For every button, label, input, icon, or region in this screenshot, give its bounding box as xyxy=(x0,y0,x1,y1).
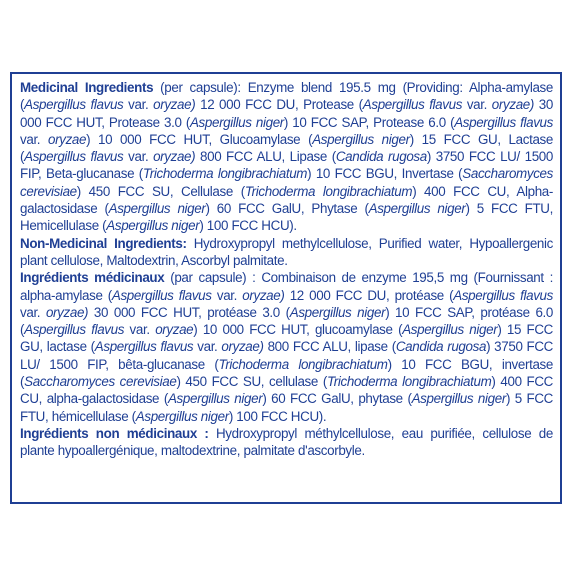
medicinal-ingredients-heading: Medicinal Ingredients xyxy=(20,80,154,95)
species-name: Trichoderma longibrachiatum xyxy=(218,356,388,372)
ingredient-text-run: ) 450 FCC SU, cellulase ( xyxy=(176,374,327,390)
species-name: oryzae xyxy=(48,131,87,147)
species-name: Aspergillus niger xyxy=(167,391,263,407)
ingredient-text-run: var. xyxy=(462,97,492,113)
species-name: Aspergillus flavus xyxy=(453,287,553,303)
species-name: Aspergillus niger xyxy=(135,408,229,424)
ingredient-text-run: ) 3750 FCC LU/ 1500 FIP, Beta-glucanase ( xyxy=(20,149,553,182)
non-medicinal-ingredients-heading: Non-Medicinal Ingredients: xyxy=(20,235,187,251)
species-name: Aspergillus niger xyxy=(312,131,410,147)
ingredient-text-run: ) 10 000 FCC HUT, glucoamylase ( xyxy=(193,322,403,338)
species-name: oryzae xyxy=(155,322,194,338)
species-name: Aspergillus niger xyxy=(289,304,386,320)
ingredient-text-run: ) 400 FCC CU, alpha-galactosidase ( xyxy=(20,374,553,407)
species-name: Aspergillus niger xyxy=(108,201,206,217)
ingredient-text-run: ) 60 FCC GalU, Phytase ( xyxy=(205,201,369,217)
ingredient-text-run: 30 000 FCC HUT, protéase 3.0 ( xyxy=(88,304,290,320)
medicinal-ingredients-fr-heading: Ingrédients médicinaux xyxy=(20,270,165,286)
ingredient-text-run: ) 10 FCC BGU, invertase ( xyxy=(20,356,553,390)
species-name: Trichoderma longibrachiatum xyxy=(326,374,492,390)
non-medicinal-ingredients-fr-paragraph xyxy=(20,425,553,460)
ingredient-text-run: ) 400 FCC CU, Alpha-galactosidase ( xyxy=(20,183,554,217)
ingredient-text-run: 30 000 FCC HUT, Protease 3.0 ( xyxy=(20,97,553,130)
ingredient-text-run: ) 3750 FCC LU/ 1500 FIP, bêta-glucanase ( xyxy=(20,339,553,372)
ingredients-label-panel xyxy=(10,72,562,504)
non-medicinal-ingredients-fr-text: Hydroxypropyl méthylcellulose, eau purifiée, cellulose de plante hypoallergénique, maltodextrine, palmitate d'ascorbyle. xyxy=(20,425,553,459)
medicinal-ingredients-fr-text xyxy=(20,270,553,423)
ingredient-text-run: ) 15 FCC GU, Lactase ( xyxy=(20,131,553,165)
ingredient-text-run: ) 100 FCC HCU). xyxy=(199,218,297,234)
species-name: Trichoderma longibrachiatum xyxy=(244,183,413,199)
ingredient-text-run: ) 60 FCC GalU, phytase ( xyxy=(262,391,412,407)
ingredient-text-run: (per capsule): Enzyme blend 195.5 mg (Providing: Alpha-amylase ( xyxy=(20,80,553,113)
species-name: Aspergillus niger xyxy=(402,322,498,338)
ingredient-text-run: ) 5 FCC FTU, Hemicellulase ( xyxy=(20,201,553,234)
ingredient-text-run: (par capsule) : Combinaison de enzyme 195,5 mg (Fournissant : alpha-amylase ( xyxy=(20,270,553,303)
non-medicinal-ingredients-text: Hydroxypropyl methylcellulose, Purified water, Hypoallergenic plant cellulose, Maltodextrin, Ascorbyl palmitate. xyxy=(20,235,553,268)
species-name: Aspergillus flavus xyxy=(362,97,463,113)
species-name: Candida rugosa xyxy=(335,149,427,165)
species-name: Aspergillus flavus xyxy=(24,322,125,338)
species-name: Aspergillus niger xyxy=(368,201,466,217)
ingredient-text-run: ) 10 FCC SAP, Protease 6.0 ( xyxy=(283,114,455,130)
non-medicinal-ingredients-fr-heading: Ingrédients non médicinaux : xyxy=(20,425,209,441)
ingredient-text-run: 800 FCC ALU, Lipase ( xyxy=(195,149,336,165)
species-name: oryzae) xyxy=(153,149,196,165)
medicinal-ingredients-paragraph xyxy=(20,79,553,235)
species-name: Aspergillus flavus xyxy=(454,114,553,130)
ingredient-text-run: ) 100 FCC HCU). xyxy=(228,408,327,424)
species-name: oryzae) xyxy=(221,339,264,355)
species-name: Aspergillus flavus xyxy=(24,97,124,113)
ingredient-text-run: ) 10 FCC SAP, protéase 6.0 ( xyxy=(20,304,554,338)
species-name: oryzae) xyxy=(45,304,89,320)
species-name: Aspergillus flavus xyxy=(94,339,194,355)
non-medicinal-ingredients-paragraph xyxy=(20,235,553,270)
medicinal-ingredients-fr-paragraph xyxy=(20,269,553,425)
ingredient-text-run: ) 450 FCC SU, Cellulase ( xyxy=(76,183,245,199)
ingredient-text-run: var. xyxy=(124,322,156,338)
ingredient-text-run: var. xyxy=(123,149,154,165)
species-name: Aspergillus niger xyxy=(189,114,284,130)
ingredient-text-run: ) 10 000 FCC HUT, Glucoamylase ( xyxy=(86,131,313,147)
ingredient-text-run: var. xyxy=(20,131,49,147)
species-name: Aspergillus flavus xyxy=(111,287,212,303)
ingredient-text-run: 800 FCC ALU, lipase ( xyxy=(263,339,396,355)
species-name: oryzae) xyxy=(242,287,285,303)
ingredient-text-run: var. xyxy=(123,97,154,113)
species-name: Aspergillus flavus xyxy=(24,149,124,165)
ingredient-text-run: var. xyxy=(193,339,222,355)
ingredient-text-run: 12 000 FCC DU, protéase ( xyxy=(284,287,454,303)
ingredient-text-run: ) 15 FCC GU, lactase ( xyxy=(20,322,553,355)
ingredient-text-run: var. xyxy=(211,287,243,303)
ingredient-text-run: ) 10 FCC BGU, Invertase ( xyxy=(307,166,463,182)
species-name: Aspergillus niger xyxy=(106,218,200,234)
species-name: Trichoderma longibrachiatum xyxy=(142,166,308,182)
species-name: Saccharomyces cerevisiae xyxy=(24,374,177,390)
species-name: Aspergillus niger xyxy=(411,391,506,407)
species-name: oryzae) xyxy=(491,97,534,113)
species-name: oryzae) xyxy=(153,97,196,113)
ingredient-text-run: ) 5 FCC FTU, hémicellulase ( xyxy=(20,391,553,424)
medicinal-ingredients-text xyxy=(20,80,553,233)
species-name: Saccharomyces cerevisiae xyxy=(20,166,553,199)
ingredient-text-run: 12 000 FCC DU, Protease ( xyxy=(195,97,363,113)
species-name: Candida rugosa xyxy=(395,339,487,355)
ingredient-text-run: var. xyxy=(20,304,46,320)
